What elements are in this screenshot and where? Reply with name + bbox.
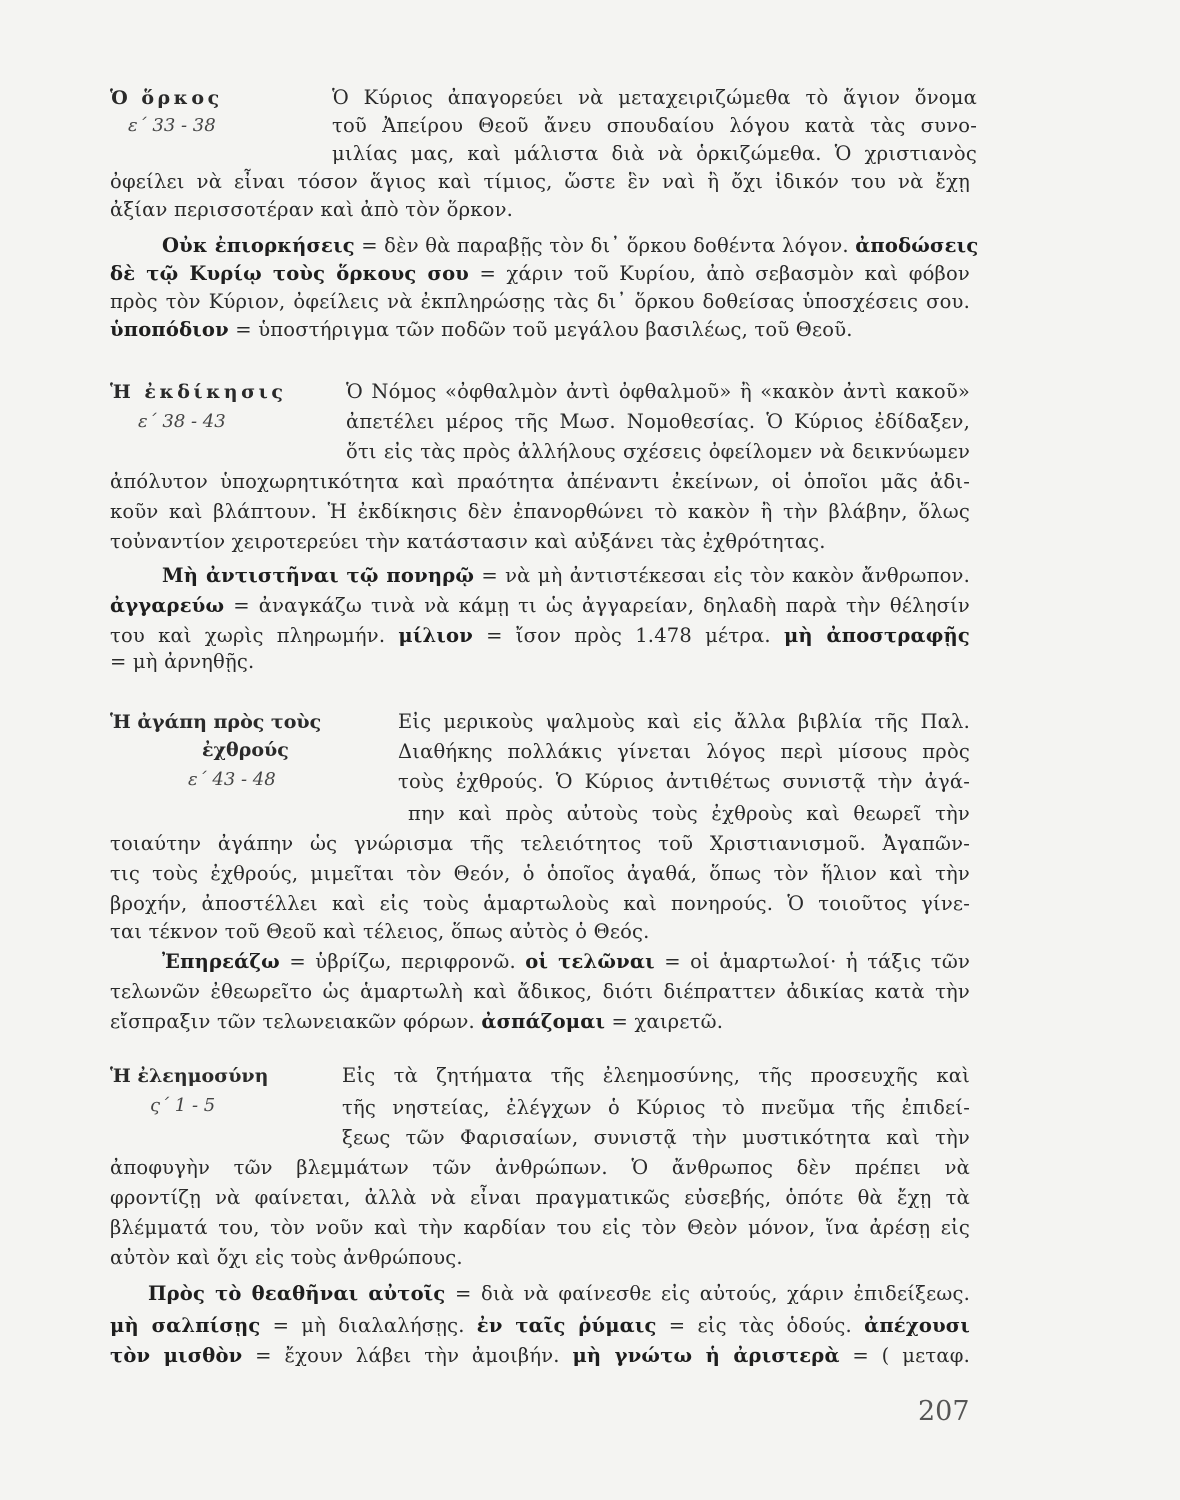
gloss-term: μὴ ἀποστραφῇς: [783, 624, 970, 647]
gloss-term: μὴ σαλπίσῃς: [110, 1314, 261, 1337]
gloss-line: [110, 1008, 970, 1036]
gloss-line: [110, 260, 970, 288]
text-line: ἀπετέλει μέρος τῆς Μωσ. Νομοθεσίας. Ὁ Κύριος ἐδίδαξεν,: [346, 410, 970, 433]
gloss-definition: = χάριν τοῦ Κυρίου, ἀπὸ σεβασμὸν καὶ φόβον: [479, 262, 970, 285]
gloss-term: ἀποδώσεις: [855, 234, 979, 257]
gloss-term: Μὴ ἀντιστῆναι τῷ πονηρῷ: [162, 564, 475, 587]
text-line: βροχήν, ἀποστέλλει καὶ εἰς τοὺς ἁμαρτωλοὺς καὶ πονηρούς. Ὁ τοιοῦτος γίνε-: [110, 892, 970, 915]
section-heading: Ἡ ἐλεημοσύνη: [110, 1065, 269, 1087]
gloss-term: ὑποπόδιον: [110, 318, 229, 341]
text-line: τοὐναντίον χειροτερεύει τὴν κατάστασιν καὶ αὐξάνει τὰς ἐχθρότητας.: [110, 530, 826, 553]
gloss-definition: = οἱ ἁμαρτωλοί· ἡ τάξις τῶν: [664, 950, 971, 973]
gloss-definition: = ἀναγκάζω τινὰ νὰ κάμῃ τι ὡς ἀγγαρείαν, δηλαδὴ παρὰ τὴν θέλησίν: [233, 594, 970, 617]
section-heading: Ἡ ἐκδίκησις: [110, 381, 287, 403]
text-line: κοῦν καὶ βλάπτουν. Ἡ ἐκδίκησις δὲν ἐπανορθώνει τὸ κακὸν ἢ τὴν βλάβην, ὅλως: [110, 500, 970, 523]
gloss-definition: = διὰ νὰ φαίνεσθε εἰς αὐτούς, χάριν ἐπιδείξεως.: [454, 1282, 970, 1305]
text-line: ξεως τῶν Φαρισαίων, συνιστᾷ τὴν μυστικότητα καὶ τὴν: [342, 1126, 970, 1149]
gloss-line: [110, 592, 970, 620]
text-line: πην καὶ πρὸς αὐτοὺς τοὺς ἐχθροὺς καὶ θεωρεῖ τὴν: [408, 802, 970, 825]
text-line: Ὁ Νόμος «ὀφθαλμὸν ἀντὶ ὀφθαλμοῦ» ἢ «κακὸν ἀντὶ κακοῦ»: [346, 380, 970, 403]
gloss-line: τελωνῶν ἐθεωρεῖτο ὡς ἁμαρτωλὴ καὶ ἄδικος, διότι διέπραττεν ἀδικίας κατὰ τὴν: [110, 980, 970, 1003]
verse-reference: ε΄ 33 - 38: [128, 115, 216, 136]
gloss-term: Οὐκ ἐπιορκήσεις: [162, 234, 355, 257]
gloss-definition: = ( μεταφ.: [852, 1344, 971, 1367]
text-line: Εἰς τὰ ζητήματα τῆς ἐλεημοσύνης, τῆς προσευχῆς καὶ: [342, 1064, 970, 1087]
gloss-line: [110, 622, 970, 650]
text-line: Εἰς μερικοὺς ψαλμοὺς καὶ εἰς ἄλλα βιβλία τῆς Παλ.: [398, 710, 970, 733]
section-heading-cont: ἐχθρούς: [202, 739, 289, 761]
text-line: τοιαύτην ἀγάπην ὡς γνώρισμα τῆς τελειότητος τοῦ Χριστιανισμοῦ. Ἀγαπῶν-: [110, 832, 970, 855]
gloss-line: πρὸς τὸν Κύριον, ὀφείλεις νὰ ἐκπληρώσῃς τὰς δι᾽ ὅρκου δοθείσας ὑποσχέσεις σου.: [110, 290, 970, 313]
gloss-definition: = ἔχουν λάβει τὴν ἀμοιβήν.: [255, 1344, 560, 1367]
verse-reference: ε΄ 38 - 43: [138, 411, 226, 432]
gloss-definition: = μὴ διαλαλήσῃς.: [272, 1314, 465, 1337]
gloss-line: [110, 562, 970, 590]
text-line: ὅτι εἰς τὰς πρὸς ἀλλήλους σχέσεις ὀφείλομεν νὰ δεικνύωμεν: [346, 440, 970, 463]
gloss-definition: = ὑποστήριγμα τῶν ποδῶν τοῦ μεγάλου βασιλέως, τοῦ Θεοῦ.: [235, 318, 853, 341]
text-line: μιλίας μας, καὶ μάλιστα διὰ νὰ ὁρκιζώμεθα. Ὁ χριστιανὸς: [332, 142, 977, 165]
section-heading: Ἡ ἀγάπη πρὸς τοὺς: [110, 711, 322, 733]
gloss-term: τὸν μισθὸν: [110, 1344, 243, 1367]
gloss-term: ἐν ταῖς ῥύμαις: [476, 1314, 657, 1337]
gloss-term: Ἐπηρεάζω: [162, 950, 280, 973]
text-line: Ὁ Κύριος ἀπαγορεύει νὰ μεταχειριζώμεθα τὸ ἅγιον ὄνομα: [332, 86, 977, 109]
gloss-line: [110, 316, 970, 344]
gloss-text: του καὶ χωρὶς πληρωμήν.: [110, 624, 386, 647]
gloss-term: δὲ τῷ Κυρίῳ τοὺς ὅρκους σου: [110, 262, 470, 285]
gloss-definition: = εἰς τὰς ὁδούς.: [668, 1314, 852, 1337]
page-number: 207: [918, 1396, 970, 1427]
gloss-line: = μὴ ἀρνηθῇς.: [110, 650, 255, 673]
text-line: ἀπόλυτον ὑποχωρητικότητα καὶ πραότητα ἀπέναντι ἐκείνων, οἱ ὁποῖοι μᾶς ἀδι-: [110, 470, 970, 493]
gloss-text: εἴσπραξιν τῶν τελωνειακῶν φόρων.: [110, 1010, 475, 1033]
gloss-term: μὴ γνώτω ἡ ἀριστερὰ: [572, 1344, 840, 1367]
text-line: Διαθήκης πολλάκις γίνεται λόγος περὶ μίσους πρὸς: [398, 740, 970, 763]
gloss-definition: = νὰ μὴ ἀντιστέκεσαι εἰς τὸν κακὸν ἄνθρωπον.: [481, 564, 970, 587]
gloss-definition: = ὑβρίζω, περιφρονῶ.: [289, 950, 516, 973]
gloss-line: [110, 1312, 970, 1340]
gloss-line: [110, 232, 979, 260]
text-line: ἀξίαν περισσοτέραν καὶ ἀπὸ τὸν ὅρκον.: [110, 198, 514, 221]
text-line: ἀποφυγὴν τῶν βλεμμάτων τῶν ἀνθρώπων. Ὁ ἄνθρωπος δὲν πρέπει νὰ: [110, 1156, 970, 1179]
text-line: τοὺς ἐχθρούς. Ὁ Κύριος ἀντιθέτως συνιστᾷ τὴν ἀγά-: [398, 770, 970, 793]
text-line: τις τοὺς ἐχθρούς, μιμεῖται τὸν Θεόν, ὁ ὁποῖος ἀγαθά, ὅπως τὸν ἥλιον καὶ τὴν: [110, 862, 970, 885]
text-line: τῆς νηστείας, ἐλέγχων ὁ Κύριος τὸ πνεῦμα τῆς ἐπιδεί-: [342, 1096, 970, 1119]
text-line: ται τέκνον τοῦ Θεοῦ καὶ τέλειος, ὅπως αὐτὸς ὁ Θεός.: [110, 920, 650, 943]
gloss-definition: = ἴσον πρὸς 1.478 μέτρα.: [486, 624, 771, 647]
gloss-definition: = δὲν θὰ παραβῇς τὸν δι᾽ ὅρκου δοθέντα λόγον.: [361, 234, 849, 257]
text-line: τοῦ Ἀπείρου Θεοῦ ἄνευ σπουδαίου λόγου κατὰ τὰς συνο-: [332, 114, 977, 137]
gloss-line: [110, 948, 970, 976]
gloss-term: Πρὸς τὸ θεαθῆναι αὐτοῖς: [148, 1282, 446, 1305]
verse-reference: ε΄ 43 - 48: [188, 769, 276, 790]
text-line: βλέμματά του, τὸν νοῦν καὶ τὴν καρδίαν του εἰς τὸν Θεὸν μόνον, ἵνα ἀρέσῃ εἰς: [110, 1216, 970, 1239]
verse-reference: ς΄ 1 - 5: [150, 1095, 216, 1116]
gloss-term: οἱ τελῶναι: [525, 950, 655, 973]
gloss-line: [110, 1280, 970, 1308]
gloss-term: ἀσπάζομαι: [481, 1010, 606, 1033]
section-heading: Ὁ ὅρκος: [110, 87, 223, 109]
gloss-definition: = χαιρετῶ.: [611, 1010, 724, 1033]
text-line: φροντίζῃ νὰ φαίνεται, ἀλλὰ νὰ εἶναι πραγματικῶς εὐσεβής, ὁπότε θὰ ἔχῃ τὰ: [110, 1186, 970, 1209]
text-line: ὀφείλει νὰ εἶναι τόσον ἅγιος καὶ τίμιος, ὥστε ἓν ναὶ ἢ ὄχι ἰδικόν του νὰ ἔχῃ: [110, 170, 970, 193]
gloss-term: μίλιον: [398, 624, 473, 647]
text-line: αὐτὸν καὶ ὄχι εἰς τοὺς ἀνθρώπους.: [110, 1246, 463, 1269]
gloss-line: [110, 1342, 970, 1370]
gloss-term: ἀγγαρεύω: [110, 594, 225, 617]
gloss-term: ἀπέχουσι: [864, 1314, 971, 1337]
